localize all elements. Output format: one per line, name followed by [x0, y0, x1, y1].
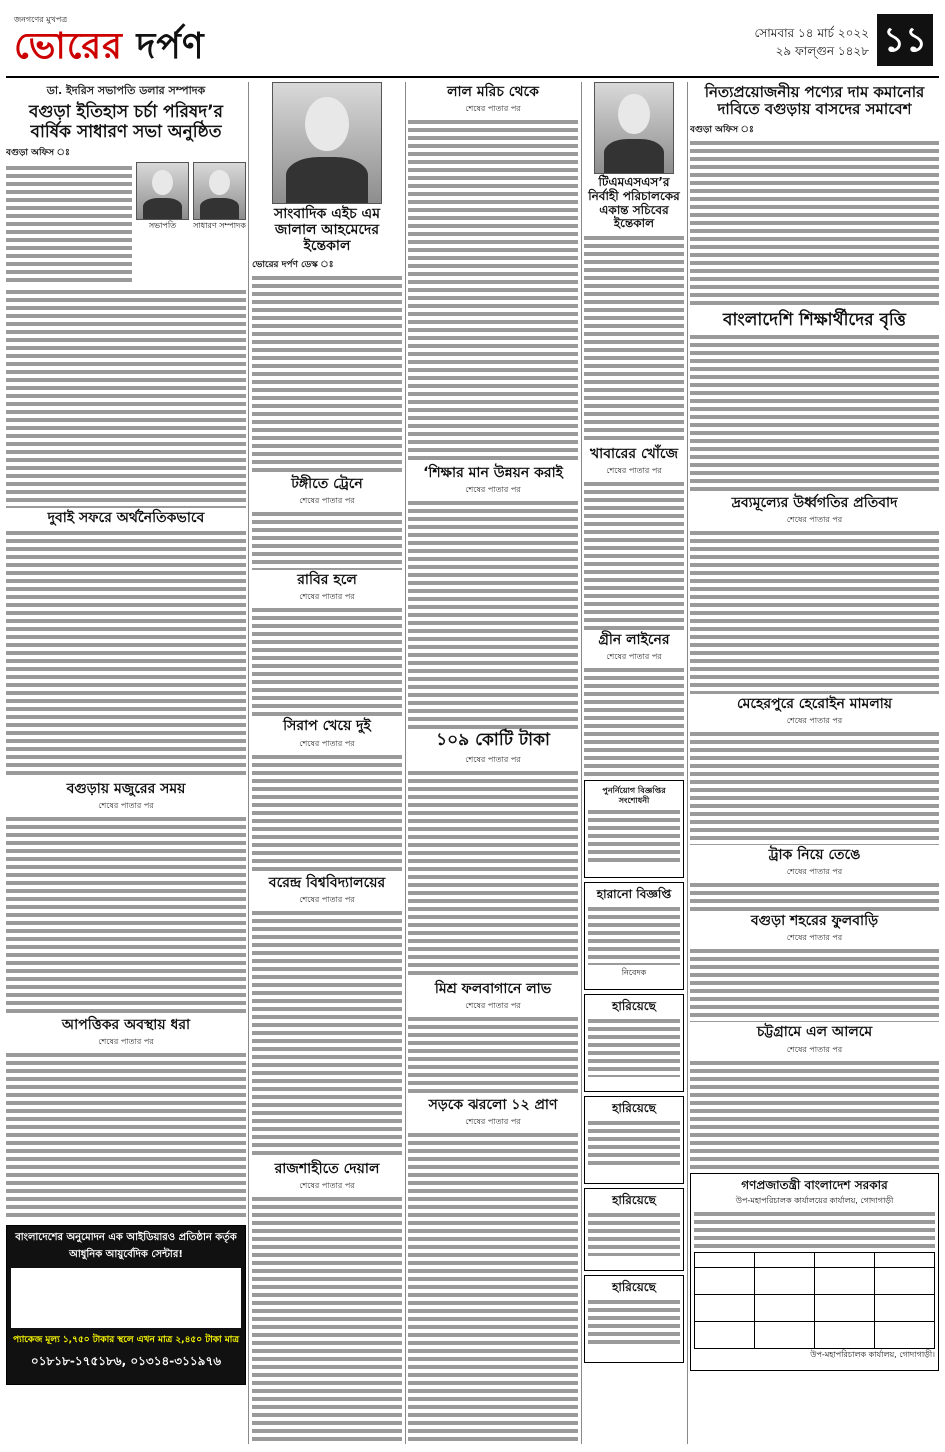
article-body	[690, 333, 939, 493]
article-body	[6, 1051, 246, 1221]
continued-label: শেষের পাতার পর	[786, 867, 843, 877]
paper-name	[14, 27, 214, 67]
classified-title: হারিয়েছে	[612, 999, 656, 1014]
story-headline: বরেন্দ্র বিশ্ববিদ্যালয়ের	[268, 874, 386, 891]
story-headline: লাল মরিচ থেকে	[447, 84, 539, 100]
column-2	[252, 82, 402, 1444]
continued-label: শেষের পাতার পর	[465, 485, 521, 495]
story-headline: চট্টগ্রামে এল আলমে	[756, 1024, 873, 1041]
masthead	[6, 6, 939, 78]
story-headline: সড়কে ঝরলো ১২ প্রাণ	[428, 1096, 558, 1113]
article-body	[584, 234, 684, 444]
issue-dates	[754, 24, 869, 60]
story-headline: ১০৯ কোটি টাকা	[436, 730, 550, 751]
date-bangla: ২৯ ফাল্গুন ১৪২৮	[775, 44, 869, 58]
story-byline: বগুড়া অফিস ঃ	[6, 148, 70, 159]
story-headline: সাংবাদিক এইচ এম জালাল আহমেদের ইন্তেকাল	[273, 206, 380, 255]
story-headline: রাজশাহীতে দেয়াল	[274, 1160, 380, 1177]
notice-footer: উপ-মহাপরিচালক কার্যালয়, গোদাগাড়ী।	[810, 1350, 935, 1360]
continued-label: শেষের পাতার পর	[465, 104, 521, 114]
paper-name-a: ভোরের	[14, 26, 123, 67]
continued-label: শেষের পাতার পর	[299, 592, 355, 602]
article-body	[690, 947, 939, 1022]
continued-label: শেষের পাতার পর	[465, 1000, 521, 1010]
column-1	[6, 82, 246, 1444]
classified-body	[588, 808, 680, 863]
story-headline: দ্রব্যমূল্যের উর্ধ্বগতির প্রতিবাদ	[731, 495, 898, 512]
article-body	[690, 1059, 939, 1169]
article-body	[252, 510, 402, 570]
paper-logo	[14, 14, 214, 74]
column-divider	[405, 82, 406, 1444]
article-body	[584, 666, 684, 776]
continued-label: শেষের পাতার পর	[299, 738, 355, 748]
article-body	[408, 1131, 578, 1444]
story-headline: আপত্তিকর অবস্থায় ধরা	[61, 1017, 191, 1034]
story-headline: ‘শিক্ষার মান উন্নয়ন করাই	[423, 465, 563, 482]
article-body	[6, 815, 246, 1015]
column-5	[690, 82, 939, 1444]
classified-box	[584, 882, 684, 990]
continued-label: শেষের পাতার পর	[299, 1180, 355, 1190]
classified-title: হারানো বিজ্ঞপ্তি	[596, 887, 672, 902]
continued-label: শেষের পাতার পর	[465, 1116, 521, 1126]
date-english: সোমবার ১৪ মার্চ ২০২২	[754, 26, 869, 40]
article-body	[252, 274, 402, 474]
classified-box	[584, 1096, 684, 1184]
notice-table	[694, 1252, 935, 1349]
story-byline: ভোরের দর্পণ ডেস্ক ঃ	[252, 260, 334, 271]
classified-title: পুনর্নিয়োগ বিজ্ঞপ্তির সংশোধনী	[602, 786, 666, 805]
article-body	[408, 499, 578, 729]
continued-label: শেষের পাতার পর	[98, 1037, 154, 1047]
story-headline: নিত্যপ্রয়োজনীয় পণ্যের দাম কমানোর দাবিতে বগুড়ায় বাসদের সমাবেশ	[704, 83, 925, 119]
column-4	[584, 82, 684, 1444]
story-headline: রাবির হলে	[297, 572, 357, 589]
article-body	[6, 288, 246, 508]
column-divider	[687, 82, 688, 1444]
photo-caption: সাধারণ সম্পাদক	[193, 221, 246, 231]
classified-body	[588, 1119, 680, 1169]
classified-sign: নিবেদক	[621, 968, 647, 978]
continued-label: শেষের পাতার পর	[786, 716, 843, 726]
classified-body	[588, 1017, 680, 1077]
article-body	[408, 1015, 578, 1095]
continued-label: শেষের পাতার পর	[786, 515, 843, 525]
classified-title: হারিয়েছে	[612, 1101, 656, 1116]
classified-body	[588, 905, 680, 965]
story-byline: বগুড়া অফিস ঃ	[690, 124, 754, 135]
continued-label: শেষের পাতার পর	[606, 466, 662, 476]
story-headline: খাবারের খোঁজে	[589, 446, 679, 463]
person-photo	[193, 162, 246, 220]
continued-label: শেষের পাতার পর	[98, 801, 154, 811]
continued-label: শেষের পাতার পর	[465, 754, 521, 764]
classified-box	[584, 1188, 684, 1271]
column-3	[408, 82, 578, 1444]
article-body	[6, 164, 132, 284]
classified-box	[584, 1275, 684, 1363]
notice-subtitle: উপ-মহাপরিচালক কার্যালয়ের কার্যালয়, গোদাগাড়ী	[735, 1196, 894, 1206]
classified-body	[588, 1298, 680, 1348]
column-divider	[248, 82, 249, 1444]
article-body	[690, 881, 939, 911]
article-body	[252, 909, 402, 1159]
paper-name-b: দর্পণ	[122, 26, 205, 67]
government-notice	[690, 1173, 939, 1371]
column-divider	[581, 82, 582, 1444]
article-body	[252, 753, 402, 873]
notice-title: গণপ্রজাতন্ত্রী বাংলাদেশ সরকার	[741, 1177, 888, 1192]
story-kicker: ডা. ইদরিস সভাপতি ডলার সম্পাদক	[46, 84, 206, 97]
article-body	[252, 1195, 402, 1444]
article-body	[6, 529, 246, 779]
story-headline: বাংলাদেশি শিক্ষার্থীদের বৃত্তি	[723, 309, 906, 330]
person-photo	[272, 82, 382, 204]
story-headline: গ্রীন লাইনের	[598, 632, 670, 649]
tagline: জনগণের মুখপত্র	[14, 15, 68, 24]
article-body	[408, 118, 578, 463]
ad-price: প্যাকেজ মূল্য ১,৭৫০ টাকার স্থলে এখন মাত্র ২,৪৫০ টাকা মাত্র	[12, 1335, 240, 1346]
classified-box	[584, 994, 684, 1092]
article-body	[690, 730, 939, 845]
continued-label: শেষের পাতার পর	[299, 496, 355, 506]
story-headline: টিএমএসএস’র নির্বাহী পরিচালকের একান্ত সচিবের ইন্তেকাল	[588, 175, 680, 231]
notice-body	[694, 1210, 935, 1250]
continued-label: শেষের পাতার পর	[299, 894, 355, 904]
advertisement	[6, 1225, 246, 1385]
photo-caption: সভাপতি	[148, 221, 177, 231]
article-body	[408, 769, 578, 979]
classified-box	[584, 780, 684, 878]
ad-body	[11, 1268, 241, 1328]
article-body	[690, 529, 939, 694]
classified-title: হারিয়েছে	[612, 1280, 656, 1295]
continued-label: শেষের পাতার পর	[786, 933, 843, 943]
classified-title: হারিয়েছে	[612, 1193, 656, 1208]
continued-label: শেষের পাতার পর	[786, 1044, 843, 1054]
story-headline: ট্রাক নিয়ে তেঙে	[768, 847, 861, 864]
person-photo	[594, 82, 674, 174]
page-number: ১১	[877, 14, 933, 66]
classified-body	[588, 1211, 680, 1256]
story-headline: সিরাপ খেয়ে দুই	[283, 718, 371, 735]
article-body	[584, 480, 684, 630]
story-headline: মেহেরপুরে হেরোইন মামলায়	[736, 696, 893, 713]
ad-title: বাংলাদেশের অনুমোদন এক আইডিয়ারও প্রতিষ্ঠান কর্তৃক আধুনিক আয়ুর্বেদিক সেন্টার!	[15, 1232, 237, 1261]
story-headline: বগুড়ায় মজুরের সময়	[66, 781, 186, 798]
story-headline: টঙ্গীতে ট্রেনে	[291, 476, 363, 493]
story-headline: বগুড়া শহরের ফুলবাড়ি	[750, 913, 879, 930]
story-headline: মিশ্র ফলবাগানে লাভ	[434, 980, 552, 997]
article-body	[252, 606, 402, 716]
ad-contact: ০১৮১৮-১৭৫১৮৬, ০১৩১৪-৩১১৯৭৬	[30, 1354, 222, 1369]
continued-label: শেষের পাতার পর	[606, 652, 662, 662]
story-headline: দুবাই সফরে অর্থনৈতিকভাবে	[47, 510, 205, 527]
story-headline: বগুড়া ইতিহাস চর্চা পরিষদ’র বার্ষিক সাধারণ সভা অনুষ্ঠিত	[28, 102, 224, 142]
article-body	[690, 139, 939, 309]
person-photo	[136, 162, 189, 220]
